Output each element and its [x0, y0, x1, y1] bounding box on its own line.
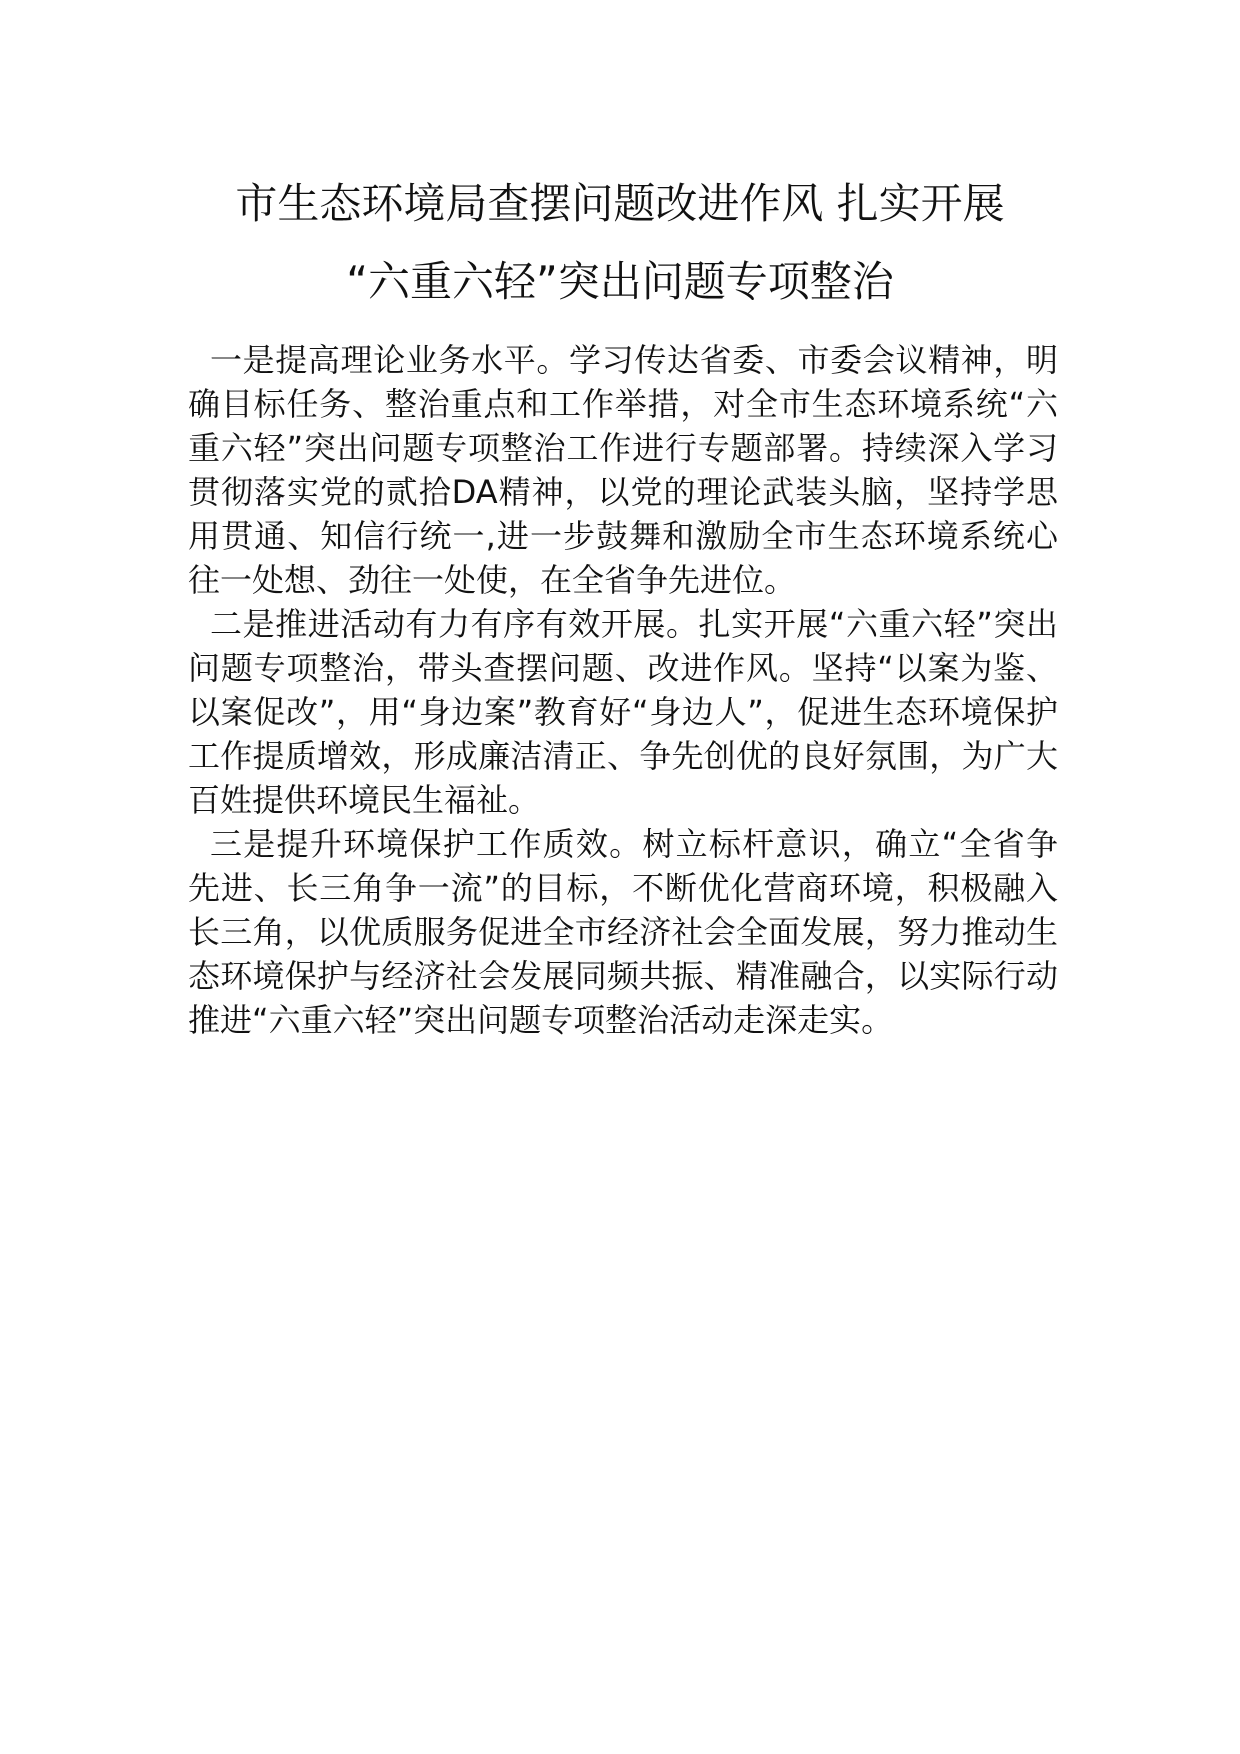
document-title — [150, 165, 1090, 321]
paragraph-3: 三是提升环境保护工作质效。树立标杆意识，确立“全省争先进、长三角争一流”的目标，不断优化营商环境，积极融入长三角，以优质服务促进全市经济社会全面发展，努力推动生态环境保护与经济社会发展同频共振、精准融合，以实际行动推进“六重六轻”突出问题专项整治活动走深走实。 — [188, 825, 1058, 1039]
document-body — [188, 338, 1058, 1042]
title-line-2: “六重六轻”突出问题专项整治 — [346, 257, 894, 306]
paragraph-1: 一是提高理论业务水平。学习传达省委、市委会议精神，明确目标任务、整治重点和工作举措，对全市生态环境系统“六重六轻”突出问题专项整治工作进行专题部署。持续深入学习贯彻落实党的贰拾DA精神，以党的理论武装头脑，坚持学思用贯通、知信行统一,进一步鼓舞和激励全市生态环境系统心往一处想、劲往一处使，在全省争先进位。 — [188, 341, 1058, 599]
paragraph-2: 二是推进活动有力有序有效开展。扎实开展“六重六轻”突出问题专项整治，带头查摆问题、改进作风。坚持“以案为鉴、以案促改”，用“身边案”教育好“身边人”，促进生态环境保护工作提质增效，形成廉洁清正、争先创优的良好氛围，为广大百姓提供环境民生福祉。 — [188, 605, 1058, 819]
title-line-1: 市生态环境局查摆问题改进作风 扎实开展 — [235, 179, 1005, 228]
